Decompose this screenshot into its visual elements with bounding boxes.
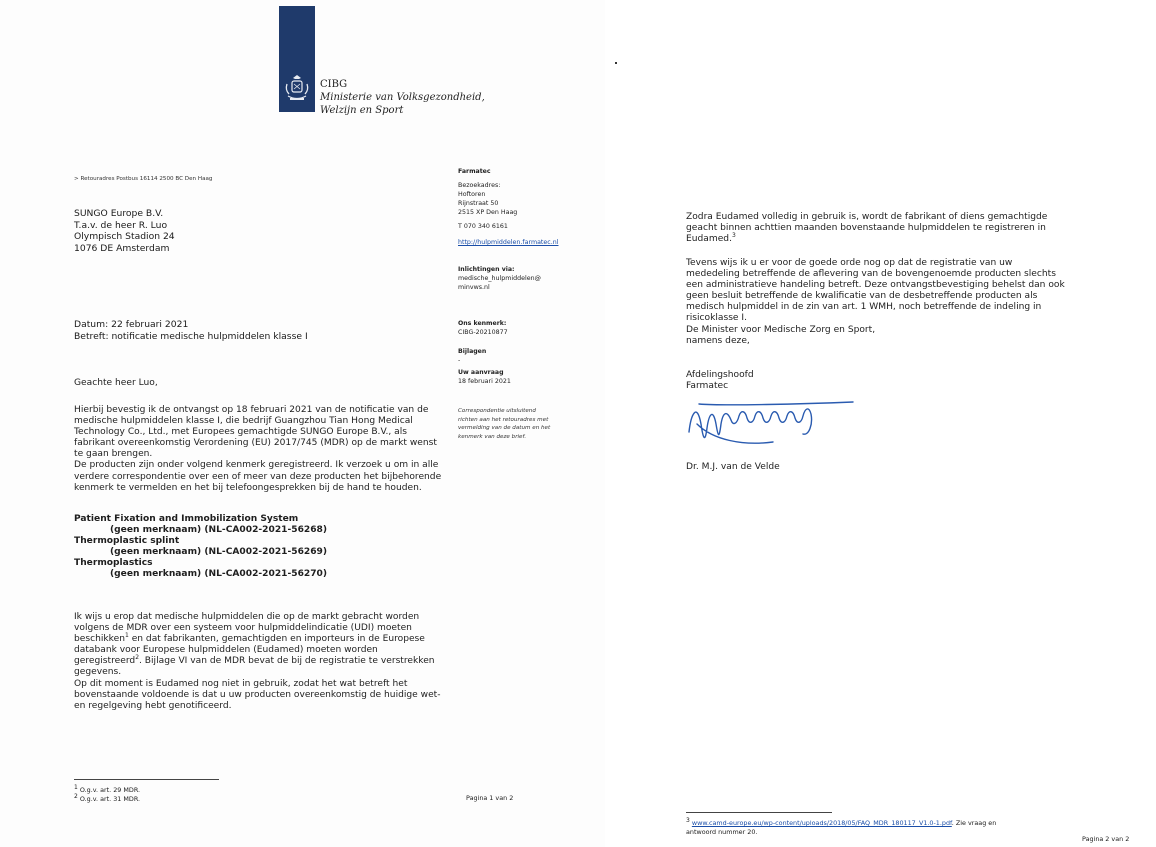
product-list	[74, 514, 450, 581]
product-name: Patient Fixation and Immobilization System	[74, 514, 299, 524]
note-line2: richten aan het retouradres met	[458, 416, 549, 423]
note-line4: kenmerk van deze brief.	[458, 433, 527, 440]
p4-line1: Op dit moment is Eudamed nog niet in gebruik, zodat het wat betreft het	[74, 678, 408, 689]
p3-line3-b: en dat fabrikanten, gemachtigden en importeurs in de Europese	[128, 634, 425, 645]
signature-title-block	[686, 370, 754, 392]
p3-line1: Ik wijs u erop dat medische hulpmiddelen die op de markt gebracht worden	[74, 612, 420, 622]
paragraph-3	[74, 612, 450, 712]
product-name: Thermoplastic splint	[74, 536, 180, 547]
letter-meta	[74, 319, 308, 342]
sidebar-org: Farmatec	[458, 168, 491, 175]
page-1-number: Pagina 1 van 2	[466, 794, 514, 802]
request-value: 18 februari 2021	[458, 378, 511, 385]
footnote-1-number: 1	[74, 783, 78, 791]
footnote-1-mark[interactable]: 1	[124, 632, 129, 640]
p3-line5-b: . Bijlage VI van de MDR bevat de bij de registratie te verstrekken	[139, 656, 435, 667]
footnotes-page-1	[74, 783, 141, 804]
p3-line5-a: geregistreerd	[74, 656, 136, 667]
p4-line2: bovenstaande voldoende is dat u uw producten overeenkomstig de huidige wet-	[74, 689, 441, 700]
footnote-3-mark[interactable]: 3	[731, 232, 736, 240]
note-line3: vermelding van de datum en het	[458, 425, 551, 431]
p2-2-line1: Tevens wijs ik u er voor de goede orde nog op dat de registratie van uw	[686, 258, 1013, 268]
return-address: > Retouradres Postbus 16114 2500 BC Den Haag	[74, 176, 213, 182]
visit-line2: Rijnstraat 50	[458, 200, 499, 207]
product-code: (geen merknaam) (NL-CA002-2021-56270)	[110, 569, 328, 580]
p1-line3: Technology Co., Ltd., met Europees gemachtigde SUNGO Europe B.V., als	[74, 427, 408, 438]
government-logo-bar	[279, 6, 315, 112]
p2-2-line4: geen besluit betreffende de kwalificatie van de desbetreffende producten als	[686, 291, 1038, 302]
visit-label: Bezoekadres:	[458, 182, 501, 189]
footnote-3-text: . Zie vraag en	[951, 819, 997, 827]
request-label: Uw aanvraag	[458, 369, 504, 376]
ministry-name-block	[320, 78, 485, 117]
p2-1-line1: Zodra Eudamed volledig in gebruik is, wordt de fabrikant of diens gemachtigde	[686, 212, 1048, 222]
p1-line1: Hierbij bevestig ik de ontvangst op 18 februari 2021 van de notificatie van de	[74, 405, 429, 415]
p2-line2: verdere correspondentie over een of meer van deze producten het bijbehorende	[74, 471, 442, 482]
footnote-1-text: O.g.v. art. 29 MDR.	[79, 786, 141, 794]
p2-2-line3: een administratieve handeling betreft. Deze ontvangstbevestiging behelst dan ook	[686, 280, 1065, 291]
footnote-divider-page-2	[686, 812, 832, 813]
p2-1-line2: geacht binnen achttien maanden bovenstaande hulpmiddelen te registreren in	[686, 223, 1046, 234]
recipient-line4: 1076 DE Amsterdam	[74, 242, 170, 254]
p1-line2: medische hulpmiddelen klasse I, die bedrijf Guangzhou Tian Hong Medical	[74, 416, 413, 427]
p2-2-line5: medisch hulpmiddel in de zin van art. 1 WMH, noch betreffende de indeling in	[686, 302, 1042, 313]
note-line1: Correspondentie uitsluitend	[458, 408, 536, 414]
footnote-1	[74, 783, 141, 795]
ministry-name-line1: Ministerie van Volksgezondheid,	[320, 92, 485, 103]
p4-line3: en regelgeving hebt genotificeerd.	[74, 700, 232, 711]
footnote-3-line2: antwoord nummer 20.	[686, 828, 758, 836]
recipient-line1: SUNGO Europe B.V.	[74, 208, 164, 219]
footnote-2-number: 2	[74, 792, 78, 800]
info-label: Inlichtingen via:	[458, 266, 515, 273]
subject-line: Betreft: notificatie medische hulpmiddelen klasse I	[74, 330, 308, 342]
p2-line3: kenmerk te vermelden en het bij telefoongesprekken bij de hand te houden.	[74, 482, 422, 493]
p2-2-line6: risicoklasse I.	[686, 313, 747, 324]
reference-label: Ons kenmerk:	[458, 320, 507, 327]
p3-line4: databank voor Europese hulpmiddelen (Eudamed) moeten worden	[74, 645, 378, 656]
reference-value: CIBG-20210877	[458, 329, 508, 336]
scan-speck	[615, 62, 617, 64]
attachments-label: Bijlagen	[458, 348, 487, 355]
p2-1-line3-text: Eudamed.	[686, 234, 732, 245]
signer-title: Afdelingshoofd	[686, 370, 754, 380]
signer-name: Dr. M.J. van de Velde	[686, 462, 780, 472]
recipient-line2: T.a.v. de heer R. Luo	[74, 219, 168, 231]
website-link[interactable]: http://hulpmiddelen.farmatec.nl	[458, 239, 559, 246]
footnote-3	[686, 816, 1066, 837]
correspondence-note	[458, 407, 598, 441]
visit-line3: 2515 XP Den Haag	[458, 209, 518, 216]
footnote-2-text: O.g.v. art. 31 MDR.	[79, 795, 141, 803]
closing-line2: namens deze,	[686, 335, 750, 346]
p2-1-line3	[686, 234, 1071, 245]
recipient-address	[74, 208, 175, 254]
info-line2: minvws.nl	[458, 284, 490, 291]
page-2-number: Pagina 2 van 2	[1082, 835, 1130, 843]
recipient-line3: Olympisch Stadion 24	[74, 231, 175, 242]
info-line1: medische_hulpmiddelen@	[458, 275, 541, 282]
ministry-name-line2: Welzijn en Sport	[320, 105, 404, 116]
phone-number: T 070 340 6161	[458, 223, 508, 230]
letter-sidebar	[458, 167, 598, 247]
footnote-3-number: 3	[686, 816, 690, 824]
sidebar-contact	[458, 265, 598, 292]
coat-of-arms-icon	[284, 74, 310, 104]
page-2-paragraph-1	[686, 212, 1071, 245]
p1-line5: te gaan brengen.	[74, 449, 153, 460]
p3-line3-a: beschikken	[74, 634, 125, 645]
paragraph-1	[74, 405, 450, 494]
product-name: Thermoplastics	[74, 558, 153, 569]
greeting: Geachte heer Luo,	[74, 378, 158, 388]
p1-line4: fabrikant overeenkomstig Verordening (EU) 2017/745 (MDR) op de markt wenst	[74, 438, 437, 449]
visit-line1: Hoftoren	[458, 191, 486, 198]
product-code: (geen merknaam) (NL-CA002-2021-56268)	[110, 525, 328, 536]
product-code: (geen merknaam) (NL-CA002-2021-56269)	[110, 547, 328, 558]
p3-line2: volgens de MDR over een systeem voor hulpmiddelindicatie (UDI) moeten	[74, 623, 412, 634]
org-name: CIBG	[320, 79, 348, 90]
p3-line5	[74, 656, 450, 667]
p2-line1: De producten zijn onder volgend kenmerk geregistreerd. Ik verzoek u om in alle	[74, 460, 439, 471]
p3-line6: gegevens.	[74, 667, 122, 678]
page-2-paragraph-2	[686, 258, 1071, 347]
closing-line1: De Minister voor Medische Zorg en Sport,	[686, 324, 876, 335]
footnote-2	[74, 792, 141, 804]
p3-line3	[74, 634, 450, 645]
date-line: Datum: 22 februari 2021	[74, 319, 189, 330]
footnote-divider	[74, 779, 219, 780]
sidebar-reference	[458, 319, 598, 386]
footnote-3-link[interactable]: www.camd-europe.eu/wp-content/uploads/2018/05/FAQ_MDR_180117_V1.0-1.pdf	[691, 819, 952, 827]
p2-2-line2: mededeling betreffende de aflevering van de bovengenoemde producten slechts	[686, 269, 1056, 280]
signer-org: Farmatec	[686, 381, 729, 392]
handwritten-signature	[683, 394, 858, 456]
attachments-value: -	[458, 357, 461, 364]
footnote-2-mark[interactable]: 2	[135, 654, 140, 662]
